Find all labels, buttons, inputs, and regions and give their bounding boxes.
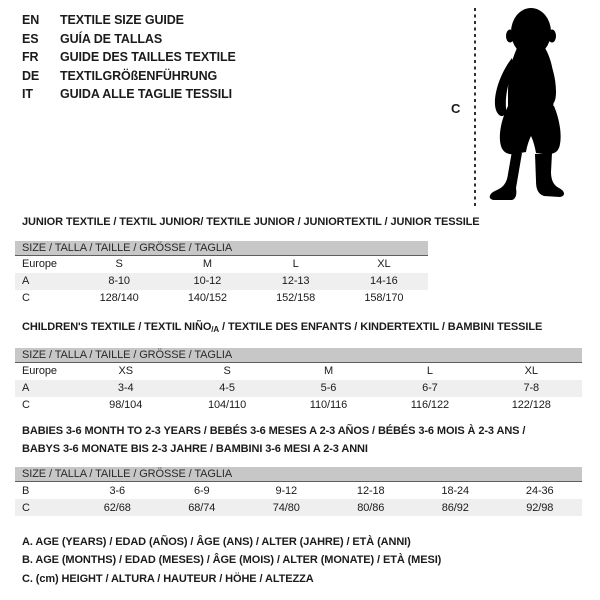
size-value-cell: 110/116 (309, 399, 348, 411)
size-table-section (15, 319, 582, 414)
table-title-text: BABYS 3-6 MONATE BIS 2-3 JAHRE / BAMBINI 3-6 MESI A 2-3 ANNI (22, 442, 368, 455)
row-label: A (22, 382, 30, 394)
size-value-cell: 92/98 (526, 501, 554, 514)
size-value-cell: 3-6 (109, 484, 126, 497)
size-table (15, 256, 428, 307)
size-value-cell: S (223, 365, 231, 377)
size-value-cell: XL (377, 258, 391, 270)
size-table-section (15, 214, 480, 307)
language-title: TEXTILGRÖßENFÜHRUNG (60, 68, 218, 83)
size-header-bar: SIZE / TALLA / TAILLE / GRÖSSE / TAGLIA (15, 348, 582, 363)
table-title (22, 423, 582, 441)
language-title: GUÍA DE TALLAS (60, 31, 163, 46)
language-row (22, 30, 236, 49)
size-value-cell: XS (118, 365, 133, 377)
size-value-cell: 14-16 (370, 275, 398, 287)
size-value-cell: 158/170 (364, 292, 404, 304)
footnote-line: B. AGE (MONTHS) / EDAD (MESES) / ÂGE (MOIS) / ALTER (MONATE) / ETÀ (MESI) (22, 554, 442, 567)
footnotes (22, 533, 441, 588)
footnote-line: C. (cm) HEIGHT / ALTURA / HAUTEUR / HÖHE / ALTEZZA (22, 572, 314, 585)
size-table (15, 363, 582, 414)
size-header-bar: SIZE / TALLA / TAILLE / GRÖSSE / TAGLIA (15, 467, 582, 482)
size-value-cell: 8-10 (108, 275, 130, 287)
table-title-text: JUNIOR TEXTILE / TEXTIL JUNIOR/ TEXTILE JUNIOR / JUNIORTEXTIL / JUNIOR TESSILE (22, 216, 480, 228)
size-value-cell: 104/110 (207, 399, 247, 411)
size-value-cell: 12-13 (281, 275, 310, 287)
language-row (22, 67, 236, 86)
table-row (15, 363, 582, 380)
size-value-cell: 68/74 (188, 501, 216, 514)
language-code: FR (22, 50, 39, 65)
language-guide (22, 11, 236, 104)
size-value-cell: 152/158 (276, 292, 316, 304)
size-value-cell: L (426, 365, 433, 377)
size-value-cell: 140/152 (187, 292, 227, 304)
height-measure-label: C (451, 101, 461, 116)
size-value-cell: 98/104 (109, 399, 143, 411)
language-code: ES (22, 31, 39, 46)
language-row (22, 48, 236, 67)
size-value-cell: 12-18 (356, 484, 385, 497)
size-value-cell: 116/122 (410, 399, 449, 411)
language-row (22, 11, 236, 30)
size-value-cell: S (115, 258, 123, 270)
size-value-cell: M (202, 258, 212, 270)
language-code: DE (22, 68, 40, 83)
language-code: IT (22, 87, 33, 102)
language-title: GUIDE DES TAILLES TEXTILE (60, 50, 236, 65)
row-label: Europe (22, 258, 57, 270)
table-title-subscript: /A (211, 325, 220, 334)
size-value-cell: M (323, 365, 334, 377)
toddler-silhouette-icon (481, 6, 571, 205)
table-title-text: BABIES 3-6 MONTH TO 2-3 YEARS / BEBÉS 3-6 MESES A 2-3 AÑOS / BÉBÉS 3-6 MOIS À 2-3 ANS / (22, 425, 526, 437)
table-row (15, 273, 428, 290)
size-value-cell: 24-36 (525, 484, 554, 497)
table-title-text: CHILDREN'S TEXTILE / TEXTIL NIÑO (22, 321, 212, 333)
table-row (15, 380, 582, 397)
table-row (15, 482, 582, 499)
size-table-section (15, 423, 582, 516)
size-value-cell: 122/128 (511, 399, 551, 411)
table-title (22, 441, 582, 459)
size-header-bar: SIZE / TALLA / TAILLE / GRÖSSE / TAGLIA (15, 241, 428, 256)
figure-area (440, 0, 600, 215)
table-title (22, 319, 582, 339)
row-label: A (22, 275, 30, 287)
size-value-cell: 86/92 (441, 501, 469, 514)
size-value-cell: 80/86 (357, 501, 385, 514)
row-label: Europe (22, 365, 57, 377)
table-row (15, 397, 582, 414)
language-row (22, 85, 236, 104)
height-measure-line (474, 8, 476, 206)
row-label: B (22, 484, 30, 497)
table-row (15, 499, 582, 516)
size-value-cell: 7-8 (523, 382, 540, 394)
size-table (15, 482, 582, 516)
table-row (15, 290, 428, 307)
size-value-cell: 10-12 (193, 275, 222, 287)
table-title-text: / TEXTILE DES ENFANTS / KINDERTEXTIL / BAMBINI TESSILE (219, 321, 543, 333)
table-title (22, 214, 480, 232)
size-value-cell: 74/80 (272, 501, 300, 514)
size-value-cell: 4-5 (219, 382, 235, 394)
size-value-cell: 62/68 (103, 501, 131, 514)
size-value-cell: XL (524, 365, 538, 377)
language-code: EN (22, 13, 40, 27)
size-value-cell: 9-12 (275, 484, 298, 497)
size-value-cell: 128/140 (99, 292, 139, 304)
language-title: TEXTILE SIZE GUIDE (60, 13, 184, 27)
language-title: GUIDA ALLE TAGLIE TESSILI (60, 87, 233, 102)
row-label: C (22, 399, 30, 411)
size-value-cell: 6-7 (422, 382, 438, 394)
size-value-cell: L (292, 258, 299, 270)
size-value-cell: 3-4 (117, 382, 134, 394)
size-value-cell: 6-9 (193, 484, 210, 497)
table-row (15, 256, 428, 273)
size-value-cell: 18-24 (441, 484, 470, 497)
row-label: C (22, 501, 30, 514)
footnote-line: A. AGE (YEARS) / EDAD (AÑOS) / ÂGE (ANS) / ALTER (JAHRE) / ETÀ (ANNI) (22, 536, 411, 548)
size-value-cell: 5-6 (320, 382, 337, 394)
row-label: C (22, 292, 30, 304)
